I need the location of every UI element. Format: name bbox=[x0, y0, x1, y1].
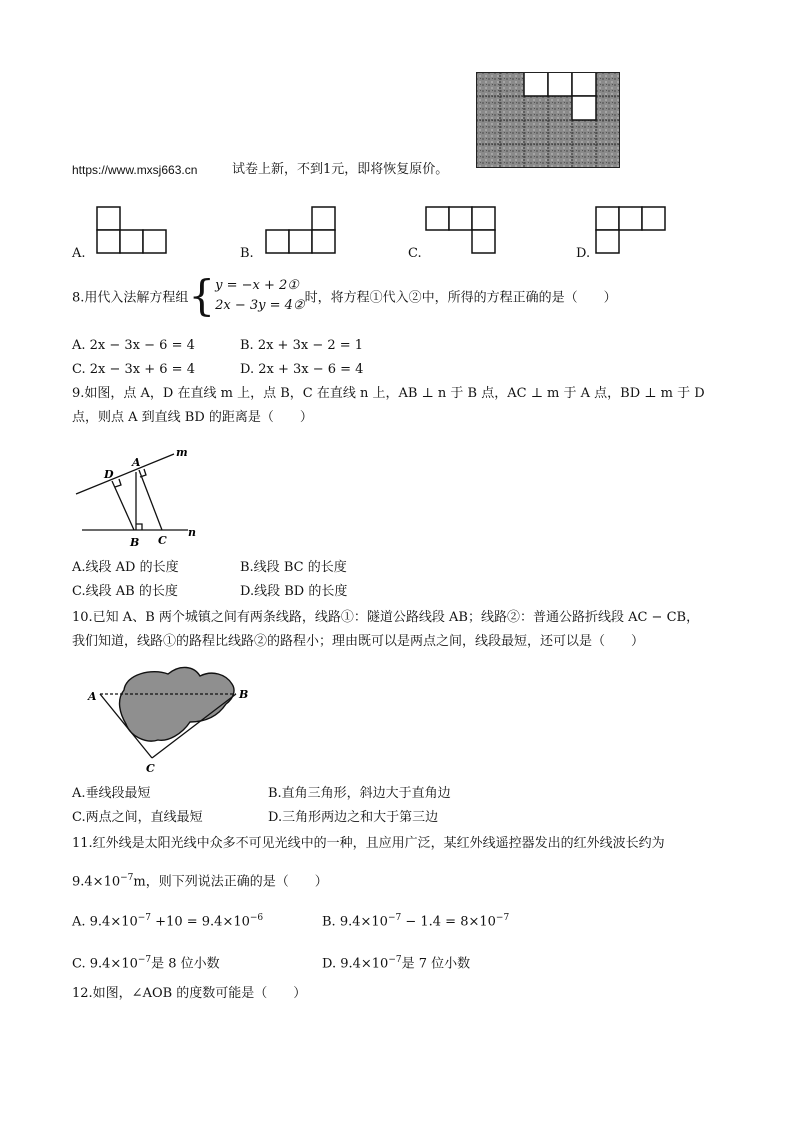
q11-option-b bbox=[322, 908, 509, 932]
q9-option-b: B.线段 BC 的长度 bbox=[240, 560, 347, 575]
q11-c-pre: C. 9.4×10 bbox=[72, 956, 138, 972]
q9-label-b: B bbox=[130, 536, 140, 549]
q11-c-rest: 是 8 位小数 bbox=[151, 956, 220, 972]
q11-c-exp: −7 bbox=[137, 955, 152, 965]
q8-eq1: y = −x + 2① bbox=[215, 278, 299, 293]
q11-wavelength-exp: −7 bbox=[120, 873, 134, 883]
q11-option-d bbox=[322, 950, 470, 974]
q11-a-exp2: −6 bbox=[249, 913, 264, 923]
q8-brace: { bbox=[188, 271, 216, 320]
q9-stem-line2: 点，则点 A 到直线 BD 的距离是（ ） bbox=[72, 410, 313, 425]
q7-option-b-label: B. bbox=[240, 246, 254, 261]
q11-stem-line1: 11.红外线是太阳光线中众多不可见光线中的一种，且应用广泛，某红外线遥控器发出的红外线波长约为 bbox=[72, 836, 665, 851]
q11-option-a bbox=[72, 908, 263, 932]
q10-label-c: C bbox=[146, 762, 155, 775]
q8-stem-post: 时，将方程①代入②中，所得的方程正确的是（ ） bbox=[304, 290, 617, 306]
grid-figure bbox=[476, 72, 620, 168]
q10-label-a: A bbox=[88, 690, 97, 703]
q11-option-c bbox=[72, 950, 220, 974]
q7-option-a-figure bbox=[96, 206, 168, 254]
q9-option-a: A.线段 AD 的长度 bbox=[72, 560, 179, 575]
q8-option-a: A. 2x − 3x − 6 = 4 bbox=[72, 338, 195, 353]
q10-stem-line1: 10.已知 A、B 两个城镇之间有两条线路，线路①：隧道公路线段 AB；线路②：普通公路折线段 AC − CB， bbox=[72, 610, 700, 625]
q11-b-pre: B. 9.4×10 bbox=[322, 914, 388, 930]
q8-stem-pre: 8.用代入法解方程组 bbox=[72, 290, 189, 306]
q8-eq2: 2x − 3y = 4② bbox=[215, 298, 305, 313]
q9-option-d: D.线段 BD 的长度 bbox=[240, 584, 348, 599]
q8-equation-system bbox=[215, 276, 304, 316]
q10-option-d: D.三角形两边之和大于第三边 bbox=[268, 810, 439, 825]
q9-label-c: C bbox=[158, 534, 167, 547]
q11-a-exp1: −7 bbox=[137, 913, 152, 923]
q8-stem bbox=[72, 271, 617, 320]
q11-d-pre: D. 9.4×10 bbox=[322, 956, 389, 972]
q10-option-a: A.垂线段最短 bbox=[72, 786, 151, 801]
q7-option-c-label: C. bbox=[408, 246, 422, 261]
header-url[interactable]: https://www.mxsj663.cn bbox=[72, 163, 198, 177]
q7-option-d-label: D. bbox=[576, 246, 591, 261]
q9-option-c: C.线段 AB 的长度 bbox=[72, 584, 178, 599]
q11-a-pre: A. 9.4×10 bbox=[72, 914, 138, 930]
q11-wavelength-base: 9.4×10 bbox=[72, 874, 121, 890]
q9-stem-line1: 9.如图，点 A，D 在直线 m 上，点 B，C 在直线 n 上，AB ⊥ n 于 B 点，AC ⊥ m 于 A 点，BD ⊥ m 于 D bbox=[72, 386, 705, 401]
q11-d-rest: 是 7 位小数 bbox=[401, 956, 471, 972]
q8-option-d: D. 2x + 3x − 6 = 4 bbox=[240, 362, 364, 377]
q10-option-c: C.两点之间，直线最短 bbox=[72, 810, 203, 825]
q9-label-a: A bbox=[132, 456, 141, 469]
q11-stem-line2 bbox=[72, 868, 328, 892]
q10-label-b: B bbox=[239, 688, 249, 701]
q10-option-b: B.直角三角形，斜边大于直角边 bbox=[268, 786, 451, 801]
q11-b-mid: − 1.4 = 8×10 bbox=[401, 914, 496, 930]
q12-stem: 12.如图，∠AOB 的度数可能是（ ） bbox=[72, 986, 307, 1001]
q11-b-exp1: −7 bbox=[387, 913, 402, 923]
q11-b-exp2: −7 bbox=[495, 913, 510, 923]
q7-option-a-label: A. bbox=[72, 246, 86, 261]
q10-stem-line2: 我们知道，线路①的路程比线路②的路程小；理由既可以是两点之间，线段最短，还可以是（ ） bbox=[72, 634, 645, 649]
q8-option-c: C. 2x − 3x + 6 = 4 bbox=[72, 362, 195, 377]
q11-d-exp: −7 bbox=[388, 955, 402, 965]
q8-option-b: B. 2x + 3x − 2 = 1 bbox=[240, 338, 364, 353]
q7-option-d-figure bbox=[595, 206, 667, 254]
q7-option-b-figure bbox=[265, 206, 337, 254]
q10-figure bbox=[86, 660, 258, 776]
q9-label-d: D bbox=[104, 468, 114, 481]
q9-label-n: n bbox=[188, 526, 196, 539]
q11-stem-rest: m，则下列说法正确的是（ ） bbox=[133, 874, 328, 890]
header-notice: 试卷上新，不到1元，即将恢复原价。 bbox=[232, 162, 449, 177]
q9-figure bbox=[72, 444, 212, 552]
q11-a-mid: +10 = 9.4×10 bbox=[151, 914, 250, 930]
q7-option-c-figure bbox=[425, 206, 497, 254]
q9-label-m: m bbox=[176, 446, 188, 459]
